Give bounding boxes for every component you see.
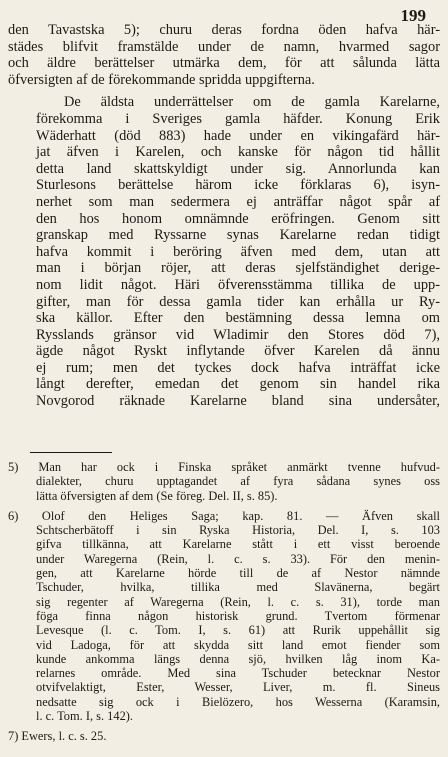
text-line: Wäderhatt (död 883) hade under en vikingafärd här- [36,127,440,144]
footnote-line: Schtscherbätoff i sin Ryska Historia, Del. I, s. 103 [36,523,440,538]
text-line: städes blifvit framstälde under de namn, hvarmed sagor [8,38,440,55]
footnote-line: föga finna någon historisk grund. Tvertom förmenar [36,608,440,623]
page-number: 199 [400,6,426,25]
paragraph [8,22,440,88]
text-line: ej rum; men det tyckes dock hafva inträffat icke [36,359,440,376]
footnote-line: Tschuder, hvilka, tillika med Slavänerna, begärt [36,580,440,595]
paragraph [8,94,440,409]
text-line: granskap med Ryssarne synas Karelarne redan tidigt [36,227,440,244]
footnote-line: under Waregerna (Rein, l. c. s. 33). För den menin- [36,551,440,566]
footnote-line: 7) Ewers, l. c. s. 25. [8,729,107,744]
text-line: öfversigten af de förekommande spridda uppgifterna. [8,71,315,88]
text-line: och äldre berättelser utmärka dem, för att sålunda lätta [8,55,440,72]
text-line: jat äfven i Karelen, och kanske för någon tid hållit [36,144,440,161]
text-line: långt derefter, emedan det genom sin handel rika [36,376,440,393]
footnote-line: kunde ankomma längs denna sjö, hvilken låg inom Ka- [36,651,440,666]
footnote-line: relarnes område. Med sina Tschuder betecknar Nestor [36,666,440,681]
footnote-line: Levesque (l. c. Tom. I, s. 61) att Rurik uppehållit sig [36,623,440,638]
text-line: nerhet som man sedermera ej anträffar något spår af [36,193,440,210]
footnotes [8,460,440,750]
text-line: Rysslands gränsor vid Wladimir den Stores död 7), [36,326,440,343]
text-line: detta land skattskyldigt under sig. Annorlunda kan [36,160,440,177]
footnote-line: lätta öfversigten af dem (Se föreg. Del. II, s. 85). [36,488,278,503]
text-line: den hos honom omnämnde eröfringen. Genom sitt [36,210,440,227]
footnote-line: gifva tillkänna, att Karelarne stått i ett visst beroende [36,537,440,552]
main-text [8,22,440,410]
text-line: ska källor. Efter den bestämning dessa lemna om [36,310,440,327]
footnote [8,729,440,743]
footnote [8,460,440,503]
text-line: Sturlesons berättelse härom icke förklaras 6), isyn- [36,177,440,194]
text-line: Novgorod räknade Karelarne bland sina undersåter, [36,393,440,410]
footnote-line: 5) Man har ock i Finska språket anmärkt tvenne hufvud- [8,460,440,474]
text-line: nom lidit något. Häri öfverensstämma tillika de upp- [36,276,440,293]
text-line: den Tavastska 5); churu deras fordna öden hafva här- [8,22,440,38]
text-line: hafva kommit i beröring äfven med dem, utan att [36,243,440,260]
footnote [8,509,440,723]
footnote-line: sig regenter af Waregerna (Rein, l. c. s. 31), torde man [36,594,440,609]
text-line: ägde något Ryskt inflytande öfver Karelen då ännu [36,343,440,360]
footnote-line: l. c. Tom. I, s. 142). [36,709,133,724]
text-line: gifter, man för dessa gamla tider kan erhålla ur Ry- [36,293,440,310]
text-line: förekomma i Sveriges gamla häfder. Konung Erik [36,110,440,127]
footnote-line: vid Ladoga, för att skydda sitt land emot fiender som [36,637,440,652]
footnote-separator [30,452,112,453]
footnote-line: dialekter, churu upptagandet af fyra sådana synes oss [36,474,440,489]
text-line: man i början röjer, att deras sjelfständighet derige- [36,260,440,277]
footnote-line: 6) Olof den Heliges Saga; kap. 81. — Äfven skall [8,508,440,523]
footnote-line: gen, att Karelarne hörde till de af Nestor nämnde [36,566,440,581]
text-line: De äldsta underrättelser om de gamla Karelarne, [64,94,440,111]
footnote-line: nedsatte sig ock i Bielözero, hos Wesserna (Karamsin, [36,694,440,709]
footnote-line: otvifvelaktigt, Ester, Wesser, Liver, m. fl. Sineus [36,680,440,695]
